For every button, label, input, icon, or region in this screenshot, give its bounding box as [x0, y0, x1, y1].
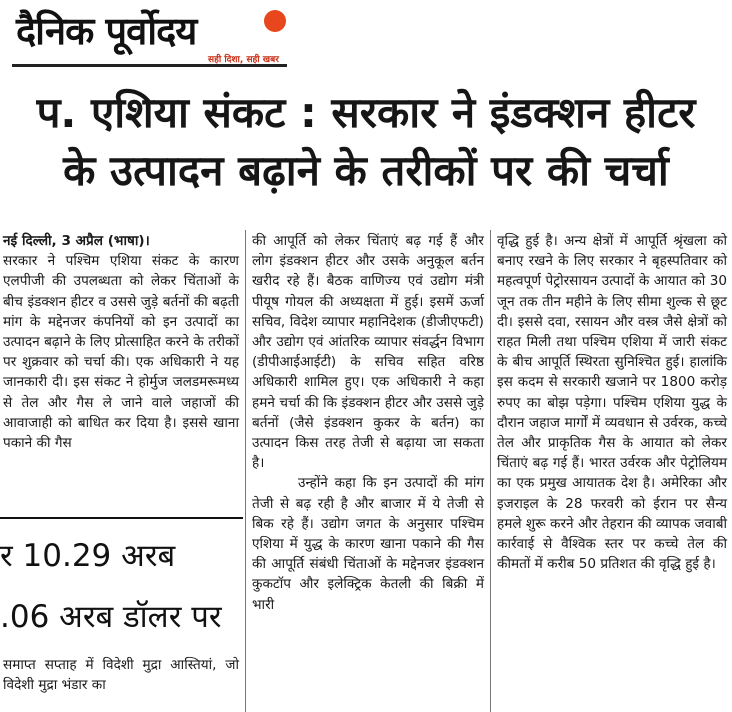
headline-line-1: प. एशिया संकट : सरकार ने इंडक्शन हीटर	[36, 88, 696, 137]
article-column-3	[497, 231, 727, 574]
masthead-tagline: सही दिशा, सही खबर	[208, 55, 279, 65]
column-2-paragraph-2: उन्होंने कहा कि इन उत्पादों की मांग तेजी से बढ़ रही है और बाजार में ये तेजी से बिक रहे हैं। उद्योग जगत के अनुसार पश्चिम एशिया में युद्ध के कारण खाना पकाने की गैस की आपूर्ति संबंधी चिंताओं के मद्देनजर इंडक्शन कुकटॉप और इलेक्ट्रिक केतली की बिक्री में भारी	[252, 475, 484, 613]
teaser-headline-line-2: .06 अरब डॉलर पर	[0, 599, 222, 635]
column-2-paragraph-1: की आपूर्ति को लेकर चिंताएं बढ़ गई हैं और लोग इंडक्शन हीटर और उसके अनुकूल बर्तन खरीद रहे हैं। बैठक वाणिज्य एवं उद्योग मंत्री पीयूष गोयल की अध्यक्षता में हुई। इसमें ऊर्जा सचिव, विदेश व्यापार महानिदेशक (डीजीएफटी) और उद्योग एवं आंतरिक व्यापार संवर्द्धन विभाग (डीपीआईआईटी) के सचिव सहित वरिष्ठ अधिकारी शामिल हुए। एक अधिकारी ने कहा हमने चर्चा की कि इंडक्शन हीटर और उससे जुड़े बर्तनों (जैसे इंडक्शन कुकर के बर्तन) का उत्पादन किस तरह तेजी से बढ़ाया जा सकता है।	[252, 233, 484, 472]
article-column-1	[3, 231, 239, 453]
column-1-text: सरकार ने पश्चिम एशिया संकट के कारण एलपीजी की उपलब्धता को लेकर चिंताओं के बीच इंडक्शन हीटर व उससे जुड़े बर्तनों की बढ़ती मांग के मद्देनजर कंपनियों को इन उत्पादों का उत्पादन बढ़ाने के लिए प्रोत्साहित करने के तरीकों पर शुक्रवार को चर्चा की। एक अधिकारी ने यह जानकारी दी। इस संकट ने होर्मुज जलडमरूमध्य से तेल और गैस ले जाने वाले जहाजों की आवाजाही को बाधित कर दिया है। इससे खाना पकाने की गैस	[3, 253, 239, 452]
dateline: नई दिल्ली, 3 अप्रैल (भाषा)।	[3, 233, 150, 249]
column-divider	[245, 230, 246, 712]
article-headline	[0, 84, 732, 200]
sun-icon	[264, 10, 286, 32]
teaser-article	[3, 655, 239, 695]
article-column-2	[252, 231, 484, 615]
teaser-headline-line-1: र 10.29 अरब	[0, 538, 176, 574]
headline-line-2: के उत्पादन बढ़ाने के तरीकों पर की चर्चा	[63, 146, 669, 195]
teaser-body-text: समाप्त सप्ताह में विदेशी मुद्रा आस्तियां, जो विदेशी मुद्रा भंडार का	[3, 657, 239, 693]
newspaper-logo: दैनिक पूर्वोदय	[16, 9, 197, 53]
teaser-top-rule	[0, 517, 243, 519]
masthead	[12, 2, 287, 72]
column-divider	[490, 230, 491, 712]
column-3-text: वृद्धि हुई है। अन्य क्षेत्रों में आपूर्ति श्रृंखला को बनाए रखने के लिए सरकार ने बृहस्पतिवार को महत्वपूर्ण पेट्रोरसायन उत्पादों के आयात को 30 जून तक तीन महीने के लिए सीमा शुल्क से छूट दी। इससे दवा, रसायन और वस्त्र जैसे क्षेत्रों को राहत मिली तथा पश्चिम एशिया में जारी संकट के बीच आपूर्ति स्थिरता सुनिश्चित हुई। हालांकि इस कदम से सरकारी खजाने पर 1800 करोड़ रुपए का बोझ पड़ेगा। पश्चिम एशिया युद्ध के दौरान जहाज मार्गों में व्यवधान से उर्वरक, कच्चे तेल और प्राकृतिक गैस के आयात को लेकर चिंताएं बढ़ गई हैं। भारत उर्वरक और पेट्रोलियम का एक प्रमुख आयातक देश है। अमेरिका और इजराइल के 28 फरवरी को ईरान पर सैन्य हमले शुरू करने और तेहरान की व्यापक जवाबी कार्रवाई से वैश्विक स्तर पर कच्चे तेल की कीमतों में करीब 50 प्रतिशत की वृद्धि हुई है।	[497, 233, 727, 573]
